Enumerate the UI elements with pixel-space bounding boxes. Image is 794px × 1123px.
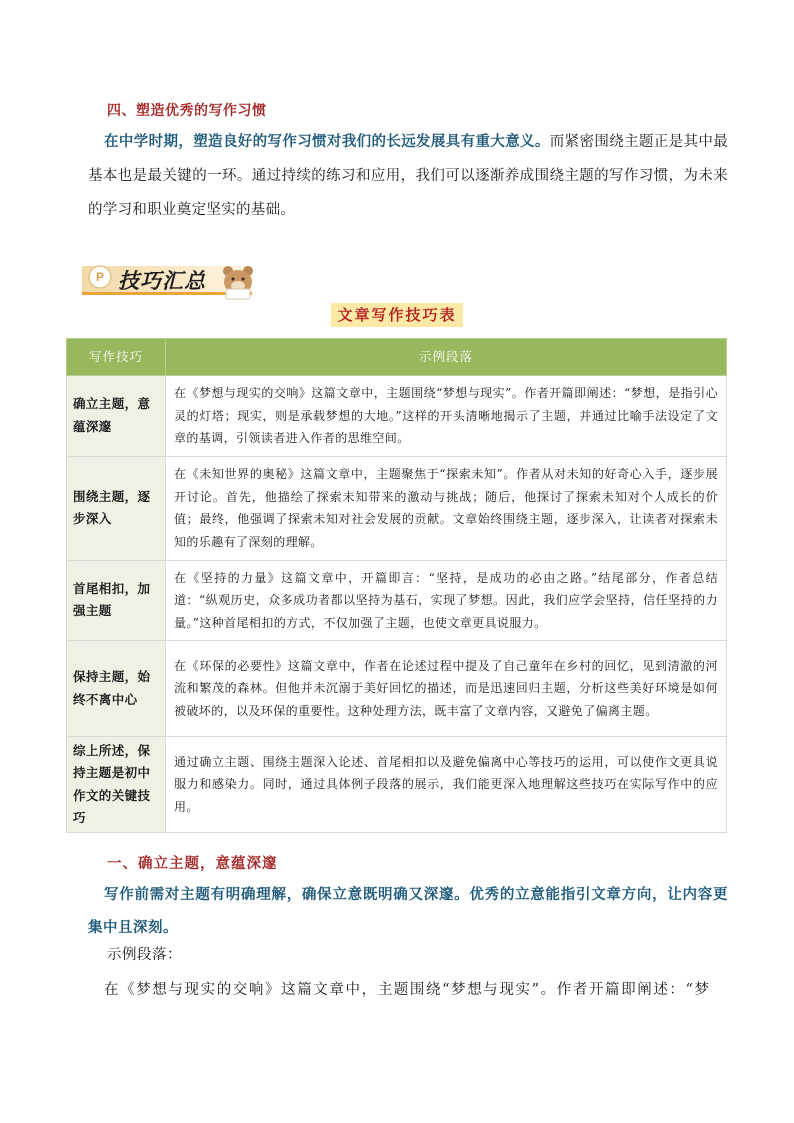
example-label: 示例段落： [107,947,182,963]
technique-cell: 确立主题，意蕴深邃 [67,376,166,457]
bear-icon [223,266,253,299]
example-paragraph: 在《梦想与现实的交响》这篇文章中，主题围绕“梦想与现实”。作者开篇即阐述：“梦 [104,982,711,998]
example-cell: 通过确立主题、围绕主题深入论述、首尾相扣以及避免偏离中心等技巧的运用，可以使作文更具说服力和感染力。同时，通过具体例子段落的展示，我们能更深入地理解这些技巧在实际写作中的应用。 [166,737,727,833]
header-example: 示例段落 [166,339,727,376]
table-row [67,560,727,641]
example-cell: 在《坚持的力量》这篇文章中，开篇即言：“坚持，是成功的必由之路。”结尾部分，作者总结道：“纵观历史，众多成功者都以坚持为基石，实现了梦想。因此，我们应学会坚持，信任坚持的力量。”这种首尾相扣的方式，不仅加强了主题，也使文章更具说服力。 [166,560,727,641]
technique-cell: 首尾相扣，加强主题 [67,560,166,641]
table-title: 文章写作技巧表 [331,303,462,327]
table-row [67,641,727,737]
table-title-wrap [0,303,794,327]
lead-sentence: 在中学时期，塑造良好的写作习惯对我们的长远发展具有重大意义。 [104,133,550,150]
example-cell: 在《环保的必要性》这篇文章中，作者在论述过程中提及了自己童年在乡村的回忆，见到清澈的河流和繁茂的森林。但他并未沉溺于美好回忆的描述，而是迅速回归主题，分析这些美好环境是如何被破坏的，以及环保的重要性。这种处理方法，既丰富了文章内容，又避免了偏离主题。 [166,641,727,737]
writing-tips-table [66,338,727,833]
technique-cell: 保持主题，始终不离中心 [67,641,166,737]
section-heading-1: 一、确立主题，意蕴深邃 [107,855,278,872]
table-row [67,376,727,457]
svg-text:P: P [95,270,105,284]
tips-summary-banner [70,260,270,300]
section-4-paragraph [88,125,728,227]
table-header-row [67,339,727,376]
example-cell: 在《梦想与现实的交响》这篇文章中，主题围绕“梦想与现实”。作者开篇即阐述：“梦想，是指引心灵的灯塔；现实，则是承载梦想的大地。”这样的开头清晰地揭示了主题，并通过比喻手法设定了文章的基调，引领读者进入作者的思维空间。 [166,376,727,457]
header-technique: 写作技巧 [67,339,166,376]
table-row [67,456,727,560]
technique-cell: 围绕主题，逐步深入 [67,456,166,560]
section-1-intro: 写作前需对主题有明确理解，确保立意既明确又深邃。优秀的立意能指引文章方向，让内容更集中且深刻。 [88,886,728,936]
table-row [67,737,727,833]
section-heading-4: 四、塑造优秀的写作习惯 [107,103,267,119]
technique-cell: 综上所述，保持主题是初中作文的关键技巧 [67,737,166,833]
example-cell: 在《未知世界的奥秘》这篇文章中，主题聚焦于“探索未知”。作者从对未知的好奇心入手，逐步展开讨论。首先，他描绘了探索未知带来的激动与挑战；随后，他探讨了探索未知对个人成长的价值；最终，他强调了探索未知对社会发展的贡献。文章始终围绕主题，逐步深入，让读者对探索未知的乐趣有了深刻的理解。 [166,456,727,560]
body-text: 而紧密围绕主题正是其中最基本也是最关键的一环。通过持续的练习和应用，我们可以逐渐养成围绕主题的写作习惯，为未来的学习和职业奠定坚实的基础。 [88,134,728,218]
banner-text: 技巧汇总 [118,269,206,293]
